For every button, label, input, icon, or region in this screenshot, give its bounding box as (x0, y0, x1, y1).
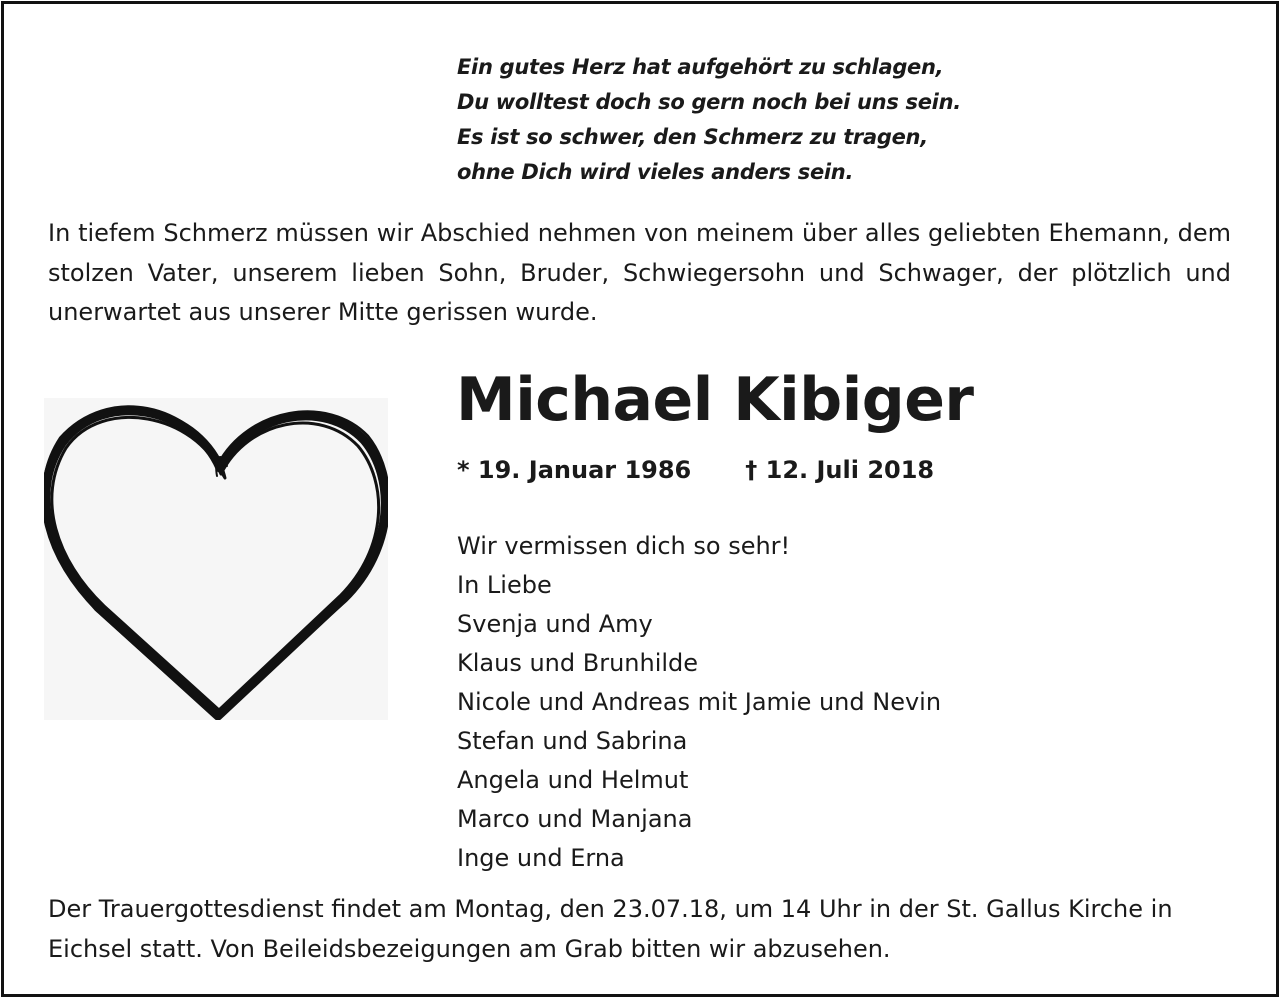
signature-line: Stefan und Sabrina (457, 727, 688, 755)
death-date: † 12. Juli 2018 (745, 456, 935, 484)
poem-line: Es ist so schwer, den Schmerz zu tragen, (457, 125, 928, 149)
poem-line: Du wolltest doch so gern noch bei uns sein. (457, 90, 961, 114)
signature-line: Nicole und Andreas mit Jamie und Nevin (457, 688, 942, 716)
signatures (457, 527, 941, 878)
signature-line: Svenja und Amy (457, 610, 653, 638)
intro-text: In tiefem Schmerz müssen wir Abschied nehmen von meinem über alles geliebten Ehemann, dem stolzen Vater, unserem lieben Sohn, Bruder, Schwiegersohn und Schwager, der plötzlich und unerwartet aus unserer Mitte gerissen wurde. (48, 219, 1231, 326)
life-dates (457, 452, 934, 488)
heart-outline-icon (44, 398, 388, 720)
birth-date: * 19. Januar 1986 (457, 456, 692, 484)
signature-line: Klaus und Brunhilde (457, 649, 699, 677)
heart-image (44, 398, 388, 720)
signature-line: In Liebe (457, 571, 552, 599)
service-notice: Der Trauergottesdienst findet am Montag, den 23.07.18, um 14 Uhr in der St. Gallus Kirche in Eichsel statt. Von Beileidsbezeigungen am Grab bitten wir abzusehen. (48, 895, 1173, 963)
poem-line: ohne Dich wird vieles anders sein. (457, 160, 854, 184)
signature-line: Angela und Helmut (457, 766, 689, 794)
signature-line: Wir vermissen dich so sehr! (457, 532, 791, 560)
deceased-name: Michael Kibiger (456, 365, 974, 435)
poem (457, 50, 1157, 190)
poem-line: Ein gutes Herz hat aufgehört zu schlagen, (457, 55, 944, 79)
signature-line: Inge und Erna (457, 844, 625, 872)
signature-line: Marco und Manjana (457, 805, 693, 833)
